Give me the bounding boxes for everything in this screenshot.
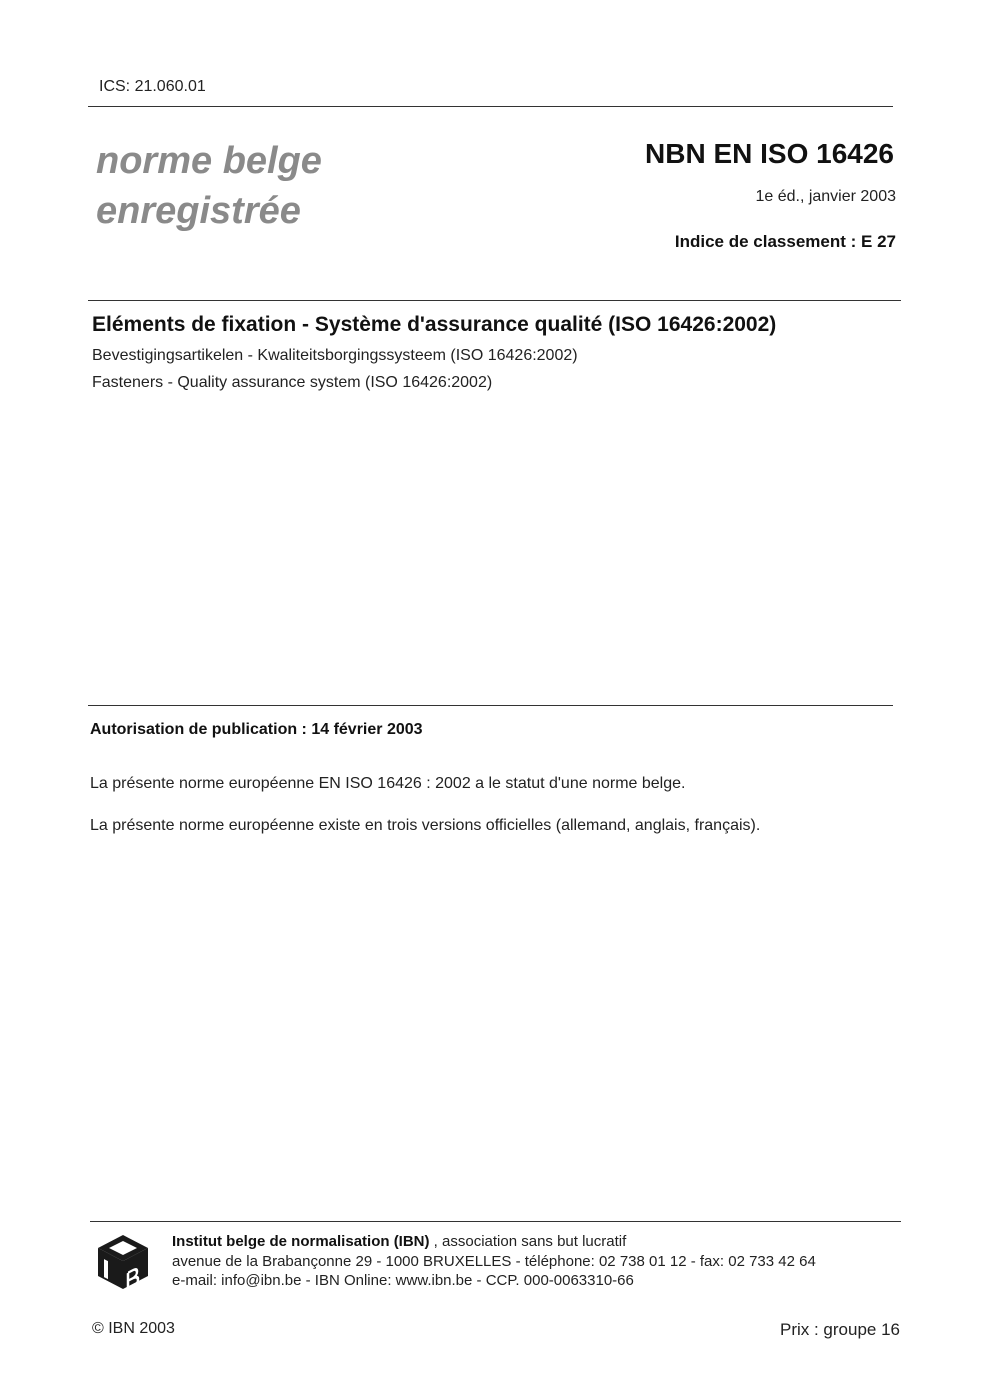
body-top-rule — [88, 705, 893, 706]
footer-contact: e-mail: info@ibn.be - IBN Online: www.ibn.be - CCP. 000-0063310-66 — [172, 1272, 634, 1289]
title-english: Fasteners - Quality assurance system (ISO 16426:2002) — [92, 374, 493, 391]
title-top-rule — [88, 300, 901, 301]
price-group: Prix : groupe 16 — [779, 1320, 900, 1339]
copyright: © IBN 2003 — [92, 1320, 175, 1337]
publication-authorization: Autorisation de publication : 14 février 2003 — [90, 721, 423, 738]
edition-date: 1e éd., janvier 2003 — [755, 188, 896, 205]
norme-belge-label — [96, 136, 322, 236]
ics-code: ICS: 21.060.01 — [99, 78, 206, 95]
header-top-rule — [88, 106, 893, 107]
standard-number: NBN EN ISO 16426 — [645, 138, 894, 169]
organization-type: , association sans but lucratif — [429, 1233, 627, 1250]
footer-organization — [172, 1233, 626, 1250]
norme-line-2: enregistrée — [96, 190, 301, 232]
footer-top-rule — [90, 1221, 901, 1222]
classification-index: Indice de classement : E 27 — [674, 232, 896, 251]
ibn-cube-logo-icon — [96, 1233, 150, 1291]
versions-paragraph: La présente norme européenne existe en trois versions officielles (allemand, anglais, français). — [90, 817, 761, 834]
organization-name: Institut belge de normalisation (IBN) — [172, 1233, 430, 1250]
norme-line-1: norme belge — [96, 140, 322, 182]
title-dutch: Bevestigingsartikelen - Kwaliteitsborgingssysteem (ISO 16426:2002) — [92, 347, 578, 364]
status-paragraph: La présente norme européenne EN ISO 16426 : 2002 a le statut d'une norme belge. — [90, 775, 686, 792]
title-french: Eléments de fixation - Système d'assurance qualité (ISO 16426:2002) — [92, 313, 777, 336]
footer-address: avenue de la Brabançonne 29 - 1000 BRUXELLES - téléphone: 02 738 01 12 - fax: 02 733 42 64 — [172, 1253, 816, 1270]
